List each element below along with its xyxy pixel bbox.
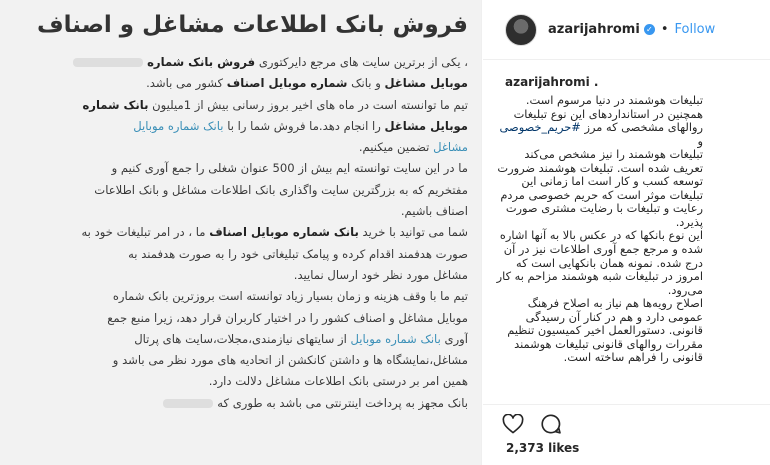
post-header [483,0,770,60]
caption-line: قانونی. دستورالعمل اخیر کمیسیون تنظیم [507,323,703,338]
document-line [18,222,468,243]
document-line [18,329,468,350]
heart-icon[interactable] [501,412,525,436]
document-text: شما می توانید با خرید [358,225,468,240]
document-text: مشاغل،نمایشگاه ها و داشتن کانکشن از اتحادیه های مورد نظر می باشد و [112,353,468,368]
document-line [18,244,468,265]
hashtag-link[interactable]: #حریم_خصوصی [499,120,581,135]
document-line [18,371,468,392]
document-text: کشور می باشد. [146,76,227,91]
document-text: از سایتهای نیازمندی،مجلات،سایت های پرتال [134,331,351,346]
caption-line: تبلیغات موثر است که حریم خصوصی مردم [500,187,703,202]
document-line [18,286,468,307]
document-line [18,73,468,94]
document-line [18,180,468,201]
avatar[interactable] [505,14,537,46]
document-text: همین امر بر درستی بانک اطلاعات مشاغل دلالت دارد. [208,374,468,389]
document-text: بانک شماره موبایل اصناف [209,225,359,240]
caption-line: پذیرد. [675,214,703,229]
document-line [18,158,468,179]
document-line [18,201,468,222]
likes-count[interactable]: 2,373 likes [506,441,580,455]
document-text: شماره موبایل اصناف [226,76,348,91]
document-text: موبایل مشاغل [384,76,468,91]
caption-username[interactable]: azarijahromi . [505,75,599,89]
document-line [18,265,468,286]
caption-line: رعایت و تبلیغات با رضایت مشتری صورت [505,201,703,216]
document-text: فروش بانک شماره [147,55,256,69]
caption-line: شده و مرجع جمع آوری اطلاعات نیز در آن [503,242,703,257]
redacted-blur [163,399,213,408]
document-line [18,116,468,137]
caption-area [483,60,770,405]
document-line [18,137,468,158]
caption-paragraph [493,229,703,297]
document-link: بانک شماره موبایل [350,331,441,346]
document-text: ما در این سایت توانسته ایم بیش از 500 عنوان شغلی را جمع آوری کنیم و [111,161,468,176]
document-link: مشاغل [433,140,468,155]
redacted-blur [73,58,143,67]
document-text: تضمین میکنیم. [358,140,434,155]
caption-line: روالهای مشخصی که مرز #حریم_خصوصی و [499,120,703,148]
document-text: ما ، در امر تبلیغات خود به [81,225,210,240]
caption-paragraph [493,94,703,229]
caption-line: توسعه کسب و کار است اما زمانی این [521,174,703,189]
caption-line: همچنین در استانداردهای این نوع تبلیغات [513,106,703,121]
post-panel [483,0,770,465]
caption-line: تبلیغات هوشمند در دنیا مرسوم است. [525,93,703,107]
document-title: فروش بانک اطلاعات مشاغل و اصناف [36,12,468,38]
document-text: اصناف باشیم. [400,204,468,219]
document-text: تیم ما توانسته است در ماه های اخیر بروز رسانی بیش از 1میلیون [148,97,468,112]
document-line [18,350,468,371]
caption-line: اصلاح رویه‌ها هم نیاز به اصلاح فرهنگ [527,296,703,311]
document-line [18,393,468,414]
document-text: تیم ما با وقف هزینه و زمان بسیار زیاد توانسته است بروزترین بانک شماره [112,289,468,304]
caption-line: امروز در تبلیغات شبه هوشمند مزاحم به کار [496,269,703,284]
document-text: مفتخریم که به بزرگترین سایت واگذاری بانک اطلاعات مشاغل و بانک اطلاعات [94,182,468,197]
document-body [18,52,468,414]
caption-line: قانونی را فراهم ساخته است. [563,350,703,365]
document-text: و بانک [347,76,385,91]
caption-line: عمومی دارد و هم در کنار آن رسیدگی [525,309,703,324]
document-line [18,95,468,116]
caption-text [493,94,703,365]
document-text: موبایل مشاغل [384,118,468,133]
caption-line: مقررات روالهای قانونی تبلیغات هوشمند [514,336,703,351]
header-username[interactable]: azarijahromi [548,22,640,37]
follow-button[interactable]: Follow [674,22,716,37]
document-text: آوری [440,331,468,346]
comment-icon[interactable] [539,412,563,436]
document-text: ، یکی از برترین سایت های مرجع دایرکتوری [255,55,468,69]
caption-line: این نوع بانکها که در عکس بالا به آنها اشاره [499,228,703,243]
caption-line: تعریف شده است. تبلیغات هوشمند ضرورت [497,160,703,175]
document-text: بانک مجهز به پرداخت اینترنتی می باشد به طوری که [217,395,468,410]
document-text: صورت هدفمند اقدام کرده و پیامک تبلیغاتی خود را به صورت هدفمند به [128,246,468,261]
document-text: بانک شماره [82,97,149,112]
document-link: بانک شماره موبایل [133,118,224,133]
document-text: را انجام دهد.ما فروش شما را با [223,118,385,133]
caption-line: می‌رود. [667,282,703,297]
action-bar [483,410,770,438]
document-line [18,308,468,329]
header-separator: • [660,22,669,37]
document-text: مشاغل مورد نظر خود ارسال نمایید. [293,267,468,282]
document-line [18,52,468,73]
caption-line: تبلیغات هوشمند را نیز مشخص می‌کند [524,147,703,162]
verified-badge-icon: ✓ [644,24,655,35]
document-text: موبایل مشاغل و اصناف کشور را در اختیار کاربران قرار دهد، زیرا منبع جمع [107,310,468,325]
caption-line: درج شده. نمونه همان بانکهایی است که [515,255,703,270]
caption-paragraph [493,297,703,365]
